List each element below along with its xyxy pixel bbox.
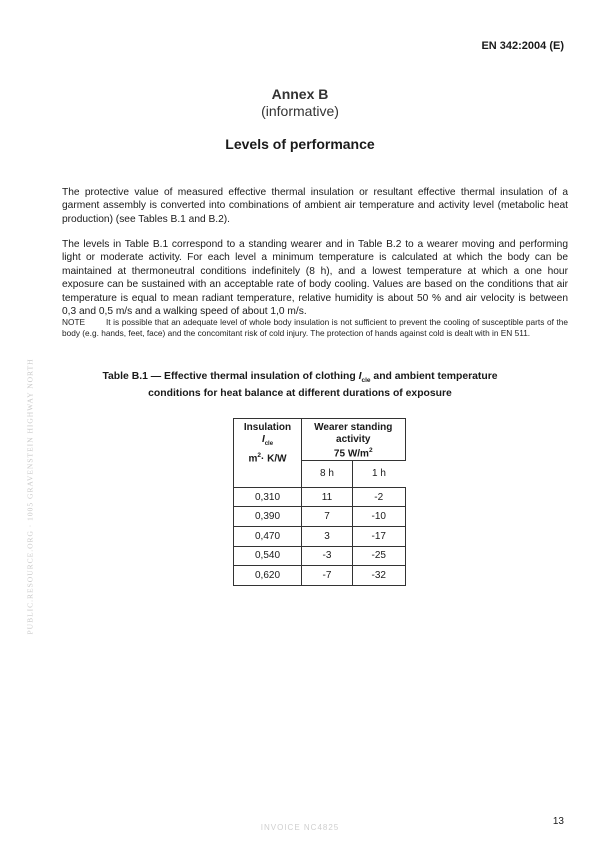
insulation-table — [233, 418, 406, 586]
temp-8h-cell: 3 — [302, 527, 353, 547]
table-row — [234, 487, 406, 507]
note-text: It is possible that an adequate level of whole body insulation is not sufficient to prevent the cooling of susceptible parts of the body (e.g. hands, feet, face) and the concomitant risk of cold injury. The protection of hands against cold is dealt with in EN 511. — [62, 317, 568, 338]
insulation-symbol-sub: cle — [264, 441, 274, 447]
bottom-watermark: INVOICE NC4825 — [260, 823, 340, 832]
side-watermark: PUBLIC.RESOURCE.ORG · 1005 GRAVENSTEIN HIGHWAY NORTH — [25, 358, 35, 635]
col-1h-header: 1 h — [353, 460, 406, 487]
activity-value — [302, 445, 405, 460]
insulation-unit-rest: · K/W — [260, 453, 287, 465]
table-row — [234, 527, 406, 547]
insulation-symbol-letter: I — [261, 434, 265, 445]
paragraph-levels: The levels in Table B.1 correspond to a standing wearer and in Table B.2 to a wearer moving and performing light or moderate activity. For each level a minimum temperature is calculated at which the body can be maintained at thermoneutral conditions indefinitely (8 h), and a lowest temperature at which a one hour exposure can be sustained with an acceptable rate of body cooling. Values are based on the conditions that air temperature is equal to mean radiant temperature, relative humidity is about 50 % and air velocity is between 0,3 and 0,5 m/s and a walking speed of about 1,0 m/s. — [62, 239, 568, 318]
insulation-unit — [234, 450, 301, 465]
col-8h-header: 8 h — [302, 460, 353, 487]
insulation-header-label: Insulation — [243, 422, 292, 433]
caption-symbol-sub: cle — [361, 377, 371, 385]
note — [62, 317, 568, 339]
temp-8h-cell: 11 — [302, 487, 353, 507]
activity-header-label: Wearer standing activity — [314, 422, 393, 445]
insulation-unit-m: m — [248, 453, 258, 465]
paragraph-intro: The protective value of measured effective thermal insulation or resultant effective thermal insulation of a garment assembly is converted into combinations of ambient air temperature and activity level (metabolic heat production) (see Tables B.1 and B.2). — [62, 187, 568, 225]
table-row — [234, 507, 406, 527]
temp-1h-cell: -32 — [353, 566, 406, 586]
insulation-cell: 0,540 — [234, 546, 302, 566]
insulation-cell: 0,390 — [234, 507, 302, 527]
annex-title: Annex B — [271, 86, 329, 102]
caption-part1: Table B.1 — Effective thermal insulation of clothing — [102, 371, 359, 382]
temp-1h-cell: -2 — [353, 487, 406, 507]
temp-1h-cell: -25 — [353, 546, 406, 566]
section-title: Levels of performance — [225, 136, 375, 152]
insulation-header — [234, 419, 302, 488]
insulation-cell: 0,470 — [234, 527, 302, 547]
insulation-cell: 0,310 — [234, 487, 302, 507]
insulation-unit-sup: 2 — [257, 452, 261, 459]
table-row — [234, 566, 406, 586]
activity-value-text: 75 W/m — [333, 448, 369, 460]
insulation-cell: 0,620 — [234, 566, 302, 586]
temp-1h-cell: -10 — [353, 507, 406, 527]
activity-header — [302, 419, 406, 461]
temp-1h-cell: -17 — [353, 527, 406, 547]
caption-symbol: I — [358, 371, 362, 382]
insulation-symbol — [234, 434, 301, 450]
page-number: 13 — [552, 816, 564, 827]
table-row — [234, 546, 406, 566]
temp-8h-cell: -7 — [302, 566, 353, 586]
table-caption — [90, 370, 510, 400]
annex-subtitle: (informative) — [261, 103, 339, 119]
temp-8h-cell: -3 — [302, 546, 353, 566]
temp-8h-cell: 7 — [302, 507, 353, 527]
document-id: EN 342:2004 (E) — [481, 40, 564, 52]
note-label: NOTE — [62, 317, 86, 327]
caption-part2: and ambient temperature conditions for heat balance at different durations of exposure — [148, 371, 498, 400]
activity-value-sup: 2 — [368, 447, 373, 454]
